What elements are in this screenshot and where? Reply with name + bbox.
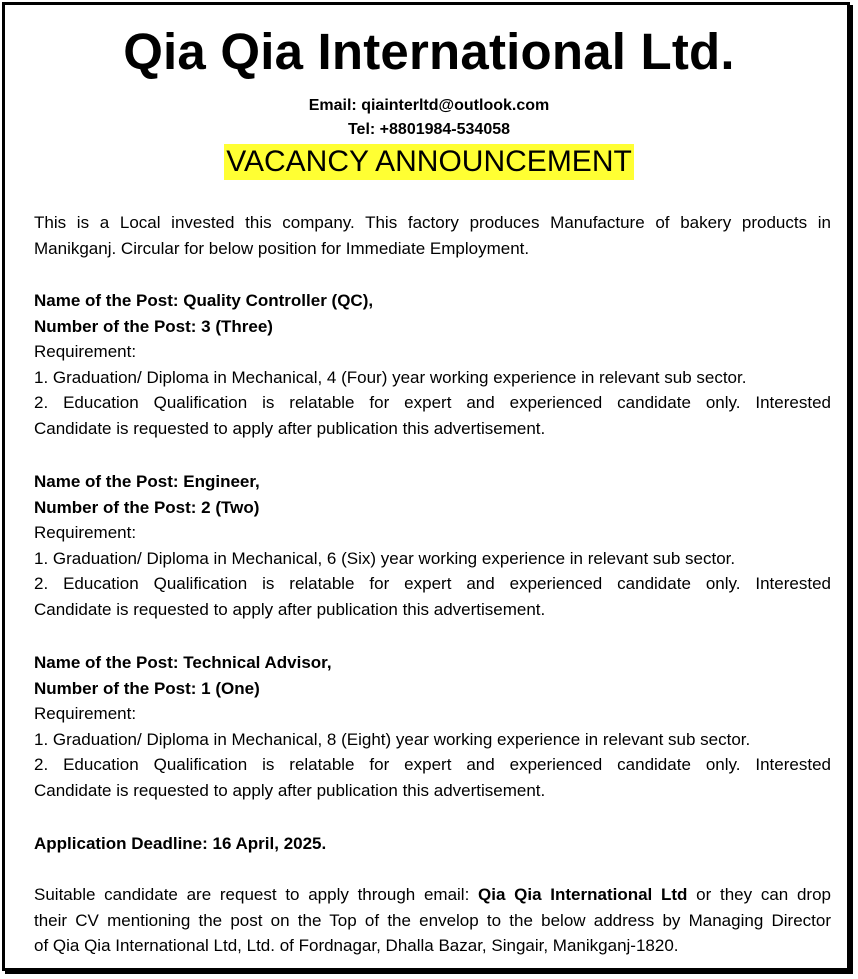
requirement-item: 1. Graduation/ Diploma in Mechanical, 8 (Eight) year working experience in relevant sub sector. [34, 729, 751, 749]
post-section-qc [34, 288, 831, 441]
post-section-engineer [34, 469, 831, 622]
intro-paragraph [34, 210, 831, 261]
requirement-item-cont: Candidate is requested to apply after publication this advertisement. [34, 599, 546, 619]
post-section-technical-advisor [34, 650, 831, 803]
tel-line: Tel: +8801984-534058 [347, 121, 511, 138]
email-line: Email: qiainterltd@outlook.com [308, 97, 550, 114]
post-number: Number of the Post: 2 (Two) [34, 497, 260, 517]
requirement-item-cont: Candidate is requested to apply after publication this advertisement. [34, 418, 546, 438]
intro-line: Manikganj. Circular for below position for Immediate Employment. [34, 238, 530, 258]
closing-line [34, 882, 831, 908]
post-number: Number of the Post: 1 (One) [34, 678, 260, 698]
requirement-item: 2. Education Qualification is relatable for expert and experienced candidate only. Interested [34, 574, 831, 593]
vacancy-heading-wrap [0, 144, 858, 180]
post-name: Name of the Post: Technical Advisor, [34, 653, 332, 672]
closing-text: Suitable candidate are request to apply through email: [34, 885, 479, 904]
requirement-item-cont: Candidate is requested to apply after publication this advertisement. [34, 780, 546, 800]
requirement-label: Requirement: [34, 523, 137, 542]
company-name: Qia Qia International Ltd. [123, 23, 735, 80]
requirement-item: 1. Graduation/ Diploma in Mechanical, 6 (Six) year working experience in relevant sub sector. [34, 548, 736, 568]
post-name: Name of the Post: Engineer, [34, 472, 260, 491]
closing-line: of Qia Qia International Ltd, Ltd. of Fordnagar, Dhalla Bazar, Singair, Manikganj-1820. [34, 936, 679, 955]
requirement-label: Requirement: [34, 704, 137, 723]
requirement-item: 2. Education Qualification is relatable for expert and experienced candidate only. Interested [34, 393, 831, 412]
post-name: Name of the Post: Quality Controller (QC), [34, 291, 374, 310]
requirement-label: Requirement: [34, 342, 137, 361]
post-number: Number of the Post: 3 (Three) [34, 316, 273, 336]
closing-company-name: Qia Qia International Ltd [478, 885, 688, 904]
requirement-item: 1. Graduation/ Diploma in Mechanical, 4 (Four) year working experience in relevant sub sector. [34, 367, 747, 387]
application-deadline: Application Deadline: 16 April, 2025. [34, 834, 327, 853]
closing-line: their CV mentioning the post on the Top of the envelop to the below address by Managing Director [34, 910, 831, 930]
vacancy-heading: VACANCY ANNOUNCEMENT [226, 145, 632, 178]
requirement-item: 2. Education Qualification is relatable for expert and experienced candidate only. Interested [34, 755, 831, 774]
closing-text: or they can drop [687, 885, 831, 904]
intro-line: This is a Local invested this company. This factory produces Manufacture of bakery products in [34, 213, 831, 232]
closing-paragraph [34, 882, 831, 959]
